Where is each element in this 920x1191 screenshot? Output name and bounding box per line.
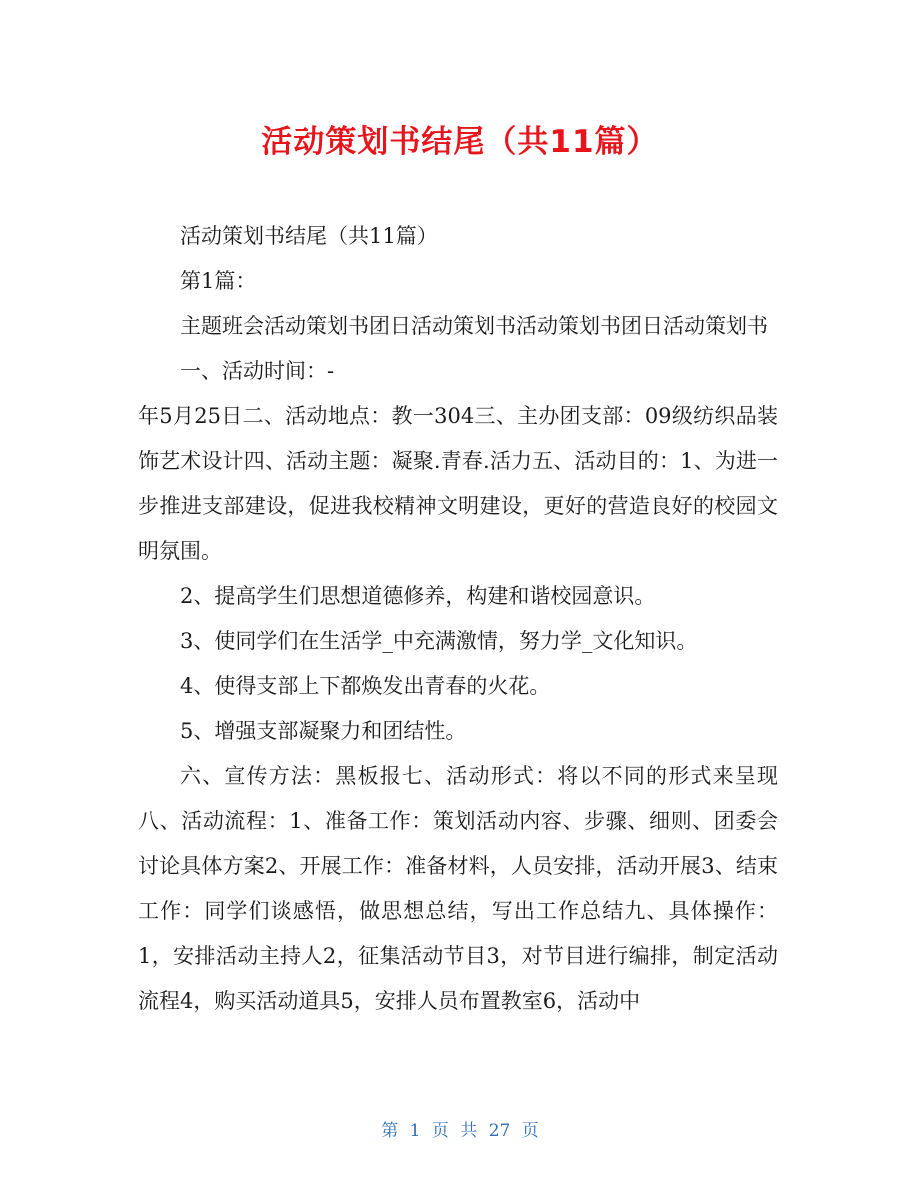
paragraph-goal-4: 4、使得支部上下都焕发出青春的火花。 bbox=[180, 674, 551, 698]
paragraph-goal-3: 3、使同学们在生活学_中充满激情，努力学_文化知识。 bbox=[180, 629, 698, 653]
paragraph-part-label: 第1篇： bbox=[180, 269, 257, 293]
document-body bbox=[138, 214, 778, 1024]
document-title: 活动策划书结尾（共11篇） bbox=[261, 124, 659, 160]
paragraph-heading: 活动策划书结尾（共11篇） bbox=[180, 224, 438, 248]
paragraph-subject: 主题班会活动策划书团日活动策划书活动策划书团日活动策划书 bbox=[180, 314, 768, 338]
paragraph-activity-details: 年5月25日二、活动地点：教一304三、主办团支部：09级纺织品装饰艺术设计四、活动主题：凝聚.青春.活力五、活动目的：1、为进一步推进支部建设，促进我校精神文明建设，更好的营造良好的校园文明氛围。 bbox=[138, 404, 778, 563]
paragraph-activity-time: 一、活动时间：- bbox=[180, 359, 335, 383]
paragraph-goal-2: 2、提高学生们思想道德修养，构建和谐校园意识。 bbox=[180, 584, 656, 608]
paragraph-procedure: 六、宣传方法：黑板报七、活动形式：将以不同的形式来呈现八、活动流程：1、准备工作：策划活动内容、步骤、细则、团委会讨论具体方案2、开展工作：准备材料，人员安排，活动开展3、结束工作：同学们谈感悟，做思想总结，写出工作总结九、具体操作：1，安排活动主持人2，征集活动节目3，对节目进行编排，制定活动流程4，购买活动道具5，安排人员布置教室6，活动中 bbox=[138, 764, 778, 1013]
page-number-footer: 第 1 页 共 27 页 bbox=[381, 1121, 539, 1141]
paragraph-goal-5: 5、增强支部凝聚力和团结性。 bbox=[180, 719, 467, 743]
